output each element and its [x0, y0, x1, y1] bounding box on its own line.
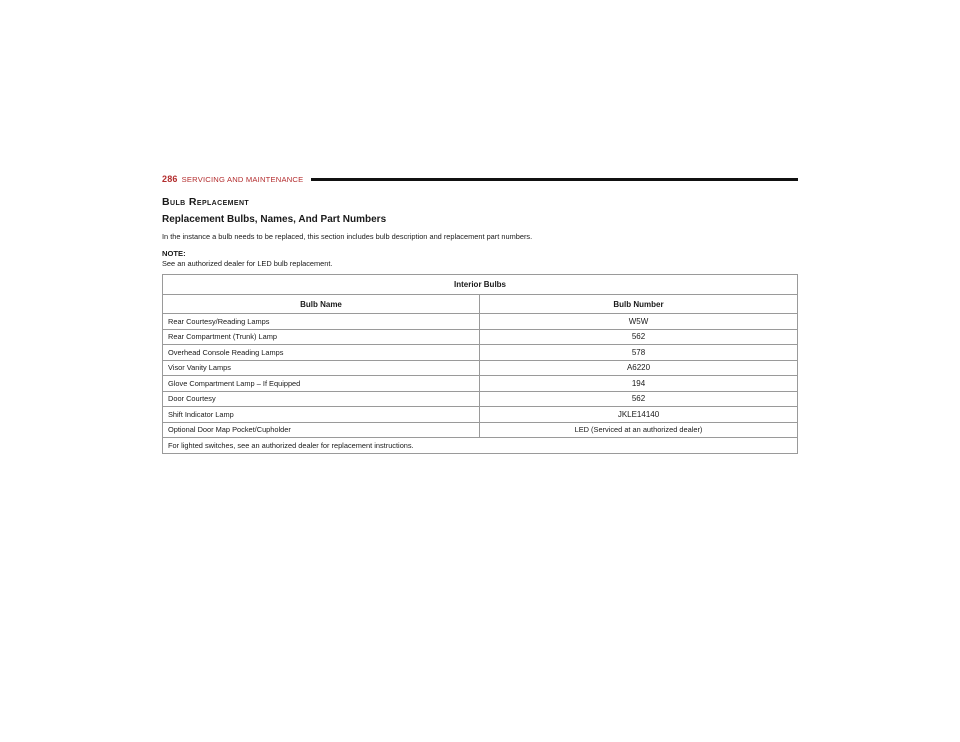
bulb-number-cell: 194: [480, 376, 798, 392]
section-title: SERVICING AND MAINTENANCE: [181, 174, 304, 184]
intro-paragraph: In the instance a bulb needs to be replaced, this section includes bulb description and replacement part numbers.: [162, 232, 533, 241]
bulb-number-cell: 562: [480, 391, 798, 407]
interior-bulbs-table: [162, 274, 798, 454]
page-title: Bulb Replacement: [162, 196, 250, 208]
table-caption-row: [163, 275, 798, 295]
table-row: [163, 329, 798, 345]
table-row: [163, 360, 798, 376]
bulb-name-cell: Visor Vanity Lamps: [163, 360, 480, 376]
bulb-name-cell: Rear Compartment (Trunk) Lamp: [163, 329, 480, 345]
page-header: [162, 172, 798, 186]
table-row: [163, 391, 798, 407]
subsection-title: Replacement Bulbs, Names, And Part Numbers: [162, 214, 387, 225]
table-row: [163, 422, 798, 438]
bulb-name-cell: Glove Compartment Lamp – If Equipped: [163, 376, 480, 392]
table-row: [163, 376, 798, 392]
bulb-number-cell: A6220: [480, 360, 798, 376]
bulb-number-cell: JKLE14140: [480, 407, 798, 423]
bulb-name-cell: Optional Door Map Pocket/Cupholder: [163, 422, 480, 438]
table-caption: Interior Bulbs: [163, 275, 798, 295]
note-text: See an authorized dealer for LED bulb replacement.: [162, 259, 333, 268]
bulb-number-cell: LED (Serviced at an authorized dealer): [480, 422, 798, 438]
bulb-number-cell: 578: [480, 345, 798, 361]
header-rule: [311, 178, 798, 181]
note-label: NOTE:: [162, 249, 186, 258]
bulb-name-cell: Shift Indicator Lamp: [163, 407, 480, 423]
table-footnote: For lighted switches, see an authorized dealer for replacement instructions.: [163, 438, 798, 454]
bulb-number-cell: 562: [480, 329, 798, 345]
column-header-bulb-number: Bulb Number: [480, 295, 798, 314]
column-header-bulb-name: Bulb Name: [163, 295, 480, 314]
table-row: [163, 407, 798, 423]
table-row: [163, 314, 798, 330]
bulb-name-cell: Door Courtesy: [163, 391, 480, 407]
table-footnote-row: [163, 438, 798, 454]
bulb-name-cell: Rear Courtesy/Reading Lamps: [163, 314, 480, 330]
bulb-number-cell: W5W: [480, 314, 798, 330]
table-row: [163, 345, 798, 361]
table-header-row: [163, 295, 798, 314]
page-number: 286: [162, 174, 178, 184]
bulb-name-cell: Overhead Console Reading Lamps: [163, 345, 480, 361]
